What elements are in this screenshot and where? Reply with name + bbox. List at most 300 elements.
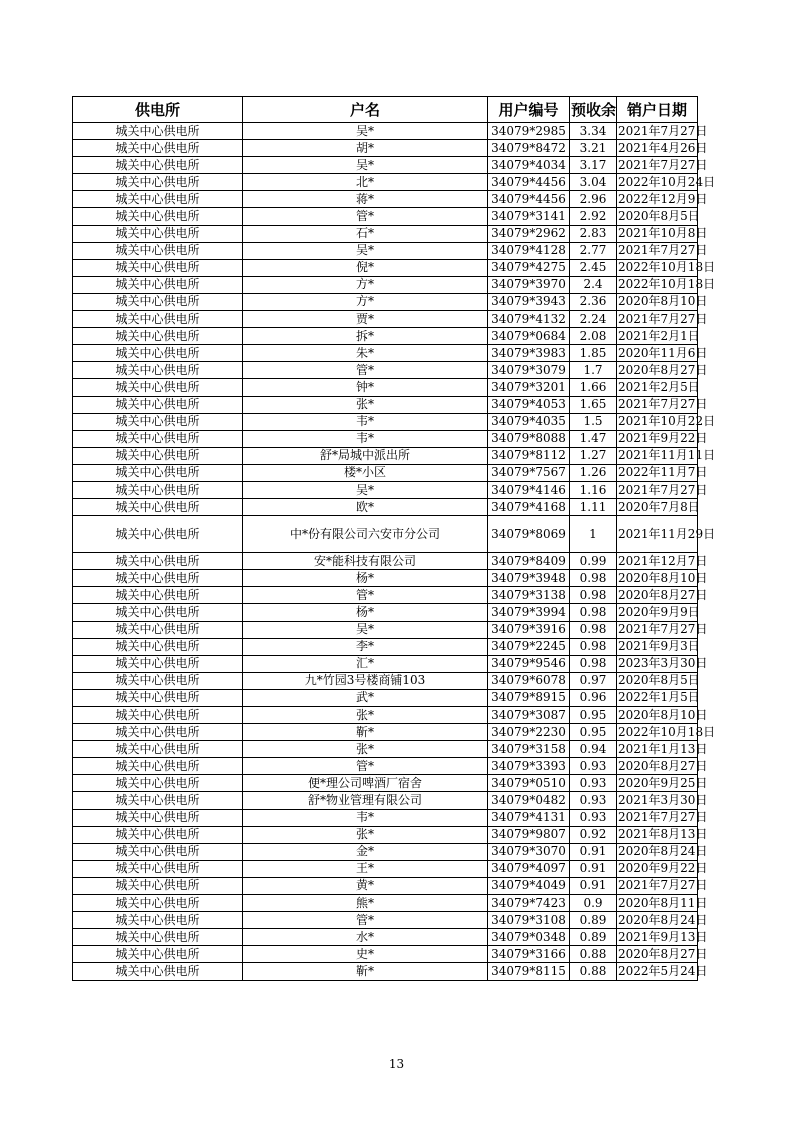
power-station-cell: 城关中心供电所: [73, 225, 243, 242]
prepaid-balance-cell: 2.45: [570, 259, 617, 276]
table-row: [73, 621, 698, 638]
table-row: [73, 191, 698, 208]
power-station-cell: 城关中心供电所: [73, 724, 243, 741]
power-station-cell: 城关中心供电所: [73, 929, 243, 946]
account-name-cell: 管*: [243, 758, 488, 775]
table-row: [73, 157, 698, 174]
table-row: [73, 792, 698, 809]
closing-date-cell: 2021年7月27日: [617, 311, 698, 328]
power-station-cell: 城关中心供电所: [73, 362, 243, 379]
power-station-cell: 城关中心供电所: [73, 208, 243, 225]
prepaid-balance-cell: 0.91: [570, 860, 617, 877]
account-name-cell: 张*: [243, 707, 488, 724]
account-name-cell: 李*: [243, 638, 488, 655]
power-station-cell: 城关中心供电所: [73, 587, 243, 604]
prepaid-balance-cell: 1.47: [570, 430, 617, 447]
power-station-cell: 城关中心供电所: [73, 672, 243, 689]
prepaid-balance-cell: 1.65: [570, 396, 617, 413]
power-station-cell: 城关中心供电所: [73, 328, 243, 345]
account-name-cell: 金*: [243, 843, 488, 860]
account-number-cell: 34079*4168: [488, 499, 570, 516]
account-number-cell: 34079*8915: [488, 689, 570, 706]
power-station-cell: 城关中心供电所: [73, 604, 243, 621]
prepaid-balance-cell: 2.92: [570, 208, 617, 225]
account-name-cell: 水*: [243, 929, 488, 946]
account-name-cell: 拆*: [243, 328, 488, 345]
table-row: [73, 809, 698, 826]
account-number-cell: 34079*8112: [488, 447, 570, 464]
closing-date-cell: 2022年10月18日: [617, 259, 698, 276]
account-name-cell: 便*理公司啤酒厂宿舍: [243, 775, 488, 792]
account-name-cell: 吴*: [243, 481, 488, 498]
account-number-cell: 34079*9807: [488, 826, 570, 843]
prepaid-balance-cell: 0.95: [570, 707, 617, 724]
account-name-cell: 史*: [243, 946, 488, 963]
prepaid-balance-cell: 0.98: [570, 587, 617, 604]
closing-date-cell: 2021年7月27日: [617, 877, 698, 894]
closing-date-cell: 2020年9月22日: [617, 860, 698, 877]
account-number-cell: 34079*3141: [488, 208, 570, 225]
account-name-cell: 熊*: [243, 895, 488, 912]
power-station-cell: 城关中心供电所: [73, 946, 243, 963]
power-station-cell: 城关中心供电所: [73, 481, 243, 498]
table-row: [73, 843, 698, 860]
account-number-cell: 34079*3158: [488, 741, 570, 758]
power-station-cell: 城关中心供电所: [73, 843, 243, 860]
header-prepaid-balance: 预收余: [570, 97, 617, 123]
prepaid-balance-cell: 2.36: [570, 293, 617, 310]
closing-date-cell: 2021年7月27日: [617, 157, 698, 174]
account-number-cell: 34079*0684: [488, 328, 570, 345]
power-station-cell: 城关中心供电所: [73, 396, 243, 413]
table-row: [73, 362, 698, 379]
prepaid-balance-cell: 1: [570, 516, 617, 553]
account-name-cell: 贾*: [243, 311, 488, 328]
closing-date-cell: 2020年8月10日: [617, 293, 698, 310]
account-number-cell: 34079*2230: [488, 724, 570, 741]
account-name-cell: 杨*: [243, 570, 488, 587]
closing-date-cell: 2022年10月18日: [617, 276, 698, 293]
prepaid-balance-cell: 2.96: [570, 191, 617, 208]
power-station-cell: 城关中心供电所: [73, 689, 243, 706]
power-station-cell: 城关中心供电所: [73, 860, 243, 877]
power-station-cell: 城关中心供电所: [73, 413, 243, 430]
account-number-cell: 34079*3970: [488, 276, 570, 293]
prepaid-balance-cell: 0.9: [570, 895, 617, 912]
account-name-cell: 吴*: [243, 242, 488, 259]
closing-date-cell: 2021年7月27日: [617, 621, 698, 638]
prepaid-balance-cell: 2.4: [570, 276, 617, 293]
account-number-cell: 34079*4034: [488, 157, 570, 174]
account-number-cell: 34079*3943: [488, 293, 570, 310]
closing-date-cell: 2022年1月5日: [617, 689, 698, 706]
prepaid-balance-cell: 0.93: [570, 792, 617, 809]
power-station-cell: 城关中心供电所: [73, 140, 243, 157]
table-row: [73, 877, 698, 894]
table-row: [73, 775, 698, 792]
account-name-cell: 韦*: [243, 430, 488, 447]
account-number-cell: 34079*0348: [488, 929, 570, 946]
closing-date-cell: 2021年11月29日: [617, 516, 698, 553]
account-number-cell: 34079*3087: [488, 707, 570, 724]
account-name-cell: 舒*物业管理有限公司: [243, 792, 488, 809]
closed-accounts-table: [72, 96, 716, 981]
closing-date-cell: 2021年2月5日: [617, 379, 698, 396]
account-name-cell: 舒*局城中派出所: [243, 447, 488, 464]
table-header-row: [73, 97, 698, 123]
power-station-cell: 城关中心供电所: [73, 499, 243, 516]
account-number-cell: 34079*4128: [488, 242, 570, 259]
closing-date-cell: 2021年12月7日: [617, 553, 698, 570]
closing-date-cell: 2023年3月30日: [617, 655, 698, 672]
account-name-cell: 张*: [243, 396, 488, 413]
account-number-cell: 34079*7567: [488, 464, 570, 481]
closing-date-cell: 2021年7月27日: [617, 809, 698, 826]
table-row: [73, 570, 698, 587]
table-row: [73, 758, 698, 775]
account-number-cell: 34079*4097: [488, 860, 570, 877]
account-number-cell: 34079*3166: [488, 946, 570, 963]
closing-date-cell: 2020年8月5日: [617, 672, 698, 689]
account-name-cell: 安*能科技有限公司: [243, 553, 488, 570]
prepaid-balance-cell: 0.96: [570, 689, 617, 706]
closing-date-cell: 2021年9月13日: [617, 929, 698, 946]
power-station-cell: 城关中心供电所: [73, 174, 243, 191]
power-station-cell: 城关中心供电所: [73, 447, 243, 464]
account-name-cell: 吴*: [243, 123, 488, 140]
prepaid-balance-cell: 0.99: [570, 553, 617, 570]
table-row: [73, 276, 698, 293]
account-number-cell: 34079*0482: [488, 792, 570, 809]
prepaid-balance-cell: 2.77: [570, 242, 617, 259]
power-station-cell: 城关中心供电所: [73, 293, 243, 310]
power-station-cell: 城关中心供电所: [73, 157, 243, 174]
closing-date-cell: 2020年8月27日: [617, 362, 698, 379]
prepaid-balance-cell: 0.93: [570, 758, 617, 775]
prepaid-balance-cell: 0.93: [570, 775, 617, 792]
closing-date-cell: 2020年7月8日: [617, 499, 698, 516]
account-number-cell: 34079*8472: [488, 140, 570, 157]
table-row: [73, 741, 698, 758]
account-number-cell: 34079*3108: [488, 912, 570, 929]
prepaid-balance-cell: 0.95: [570, 724, 617, 741]
table-row: [73, 208, 698, 225]
account-number-cell: 34079*3994: [488, 604, 570, 621]
power-station-cell: 城关中心供电所: [73, 826, 243, 843]
closing-date-cell: 2021年8月13日: [617, 826, 698, 843]
closing-date-cell: 2022年5月24日: [617, 963, 698, 980]
account-name-cell: 北*: [243, 174, 488, 191]
table-row: [73, 724, 698, 741]
account-number-cell: 34079*4035: [488, 413, 570, 430]
closing-date-cell: 2020年8月5日: [617, 208, 698, 225]
power-station-cell: 城关中心供电所: [73, 912, 243, 929]
account-name-cell: 韦*: [243, 809, 488, 826]
account-name-cell: 吴*: [243, 157, 488, 174]
account-number-cell: 34079*4049: [488, 877, 570, 894]
account-number-cell: 34079*4146: [488, 481, 570, 498]
account-number-cell: 34079*4456: [488, 191, 570, 208]
closing-date-cell: 2021年10月8日: [617, 225, 698, 242]
prepaid-balance-cell: 0.94: [570, 741, 617, 758]
header-account-number: 用户编号: [488, 97, 570, 123]
account-number-cell: 34079*3138: [488, 587, 570, 604]
power-station-cell: 城关中心供电所: [73, 345, 243, 362]
closing-date-cell: 2020年9月9日: [617, 604, 698, 621]
power-station-cell: 城关中心供电所: [73, 621, 243, 638]
table-row: [73, 499, 698, 516]
prepaid-balance-cell: 1.5: [570, 413, 617, 430]
power-station-cell: 城关中心供电所: [73, 895, 243, 912]
account-number-cell: 34079*4275: [488, 259, 570, 276]
table-row: [73, 604, 698, 621]
table-row: [73, 553, 698, 570]
prepaid-balance-cell: 2.24: [570, 311, 617, 328]
prepaid-balance-cell: 1.85: [570, 345, 617, 362]
prepaid-balance-cell: 0.97: [570, 672, 617, 689]
table-row: [73, 963, 698, 980]
table-row: [73, 672, 698, 689]
power-station-cell: 城关中心供电所: [73, 242, 243, 259]
account-name-cell: 方*: [243, 293, 488, 310]
table-body: [73, 123, 716, 981]
account-name-cell: 楼*小区: [243, 464, 488, 481]
table-row: [73, 259, 698, 276]
prepaid-balance-cell: 0.98: [570, 570, 617, 587]
closing-date-cell: 2021年7月27日: [617, 123, 698, 140]
table-row: [73, 328, 698, 345]
account-name-cell: 石*: [243, 225, 488, 242]
closing-date-cell: 2020年8月24日: [617, 912, 698, 929]
power-station-cell: 城关中心供电所: [73, 707, 243, 724]
account-name-cell: 胡*: [243, 140, 488, 157]
account-name-cell: 武*: [243, 689, 488, 706]
prepaid-balance-cell: 0.89: [570, 912, 617, 929]
prepaid-balance-cell: 3.17: [570, 157, 617, 174]
account-number-cell: 34079*4131: [488, 809, 570, 826]
prepaid-balance-cell: 3.34: [570, 123, 617, 140]
account-number-cell: 34079*3916: [488, 621, 570, 638]
closing-date-cell: 2021年2月1日: [617, 328, 698, 345]
account-name-cell: 吴*: [243, 621, 488, 638]
table-row: [73, 413, 698, 430]
table-row: [73, 638, 698, 655]
table-row: [73, 379, 698, 396]
prepaid-balance-cell: 0.98: [570, 621, 617, 638]
power-station-cell: 城关中心供电所: [73, 792, 243, 809]
closing-date-cell: 2022年10月18日: [617, 724, 698, 741]
header-power-station: 供电所: [73, 97, 243, 123]
account-name-cell: 九*竹园3号楼商铺103: [243, 672, 488, 689]
table-row: [73, 447, 698, 464]
prepaid-balance-cell: 0.91: [570, 843, 617, 860]
account-number-cell: 34079*9546: [488, 655, 570, 672]
account-number-cell: 34079*0510: [488, 775, 570, 792]
closing-date-cell: 2021年4月26日: [617, 140, 698, 157]
account-name-cell: 韦*: [243, 413, 488, 430]
prepaid-balance-cell: 0.98: [570, 604, 617, 621]
closing-date-cell: 2022年10月24日: [617, 174, 698, 191]
account-number-cell: 34079*2245: [488, 638, 570, 655]
prepaid-balance-cell: 1.27: [570, 447, 617, 464]
account-number-cell: 34079*2985: [488, 123, 570, 140]
account-name-cell: 黄*: [243, 877, 488, 894]
account-name-cell: 杨*: [243, 604, 488, 621]
table-row: [73, 242, 698, 259]
account-number-cell: 34079*6078: [488, 672, 570, 689]
closing-date-cell: 2021年9月22日: [617, 430, 698, 447]
account-number-cell: 34079*4456: [488, 174, 570, 191]
closing-date-cell: 2021年10月22日: [617, 413, 698, 430]
table-row: [73, 587, 698, 604]
account-name-cell: 管*: [243, 362, 488, 379]
account-number-cell: 34079*3070: [488, 843, 570, 860]
header-closing-date: 销户日期: [617, 97, 698, 123]
account-name-cell: 管*: [243, 912, 488, 929]
prepaid-balance-cell: 1.7: [570, 362, 617, 379]
table-row: [73, 430, 698, 447]
power-station-cell: 城关中心供电所: [73, 123, 243, 140]
header-account-name: 户名: [243, 97, 488, 123]
prepaid-balance-cell: 0.92: [570, 826, 617, 843]
power-station-cell: 城关中心供电所: [73, 430, 243, 447]
account-name-cell: 靳*: [243, 963, 488, 980]
power-station-cell: 城关中心供电所: [73, 809, 243, 826]
account-number-cell: 34079*8069: [488, 516, 570, 553]
account-number-cell: 34079*3079: [488, 362, 570, 379]
table-row: [73, 345, 698, 362]
table-row: [73, 174, 698, 191]
prepaid-balance-cell: 0.91: [570, 877, 617, 894]
account-name-cell: 中*份有限公司六安市分公司: [243, 516, 488, 553]
account-name-cell: 汇*: [243, 655, 488, 672]
page-number: 13: [388, 1057, 405, 1071]
account-number-cell: 34079*8115: [488, 963, 570, 980]
account-number-cell: 34079*7423: [488, 895, 570, 912]
account-number-cell: 34079*2962: [488, 225, 570, 242]
prepaid-balance-cell: 0.88: [570, 963, 617, 980]
account-number-cell: 34079*3983: [488, 345, 570, 362]
prepaid-balance-cell: 3.04: [570, 174, 617, 191]
closing-date-cell: 2022年12月9日: [617, 191, 698, 208]
table-row: [73, 689, 698, 706]
account-name-cell: 管*: [243, 587, 488, 604]
prepaid-balance-cell: 1.26: [570, 464, 617, 481]
power-station-cell: 城关中心供电所: [73, 741, 243, 758]
prepaid-balance-cell: 0.93: [570, 809, 617, 826]
account-name-cell: 方*: [243, 276, 488, 293]
prepaid-balance-cell: 2.08: [570, 328, 617, 345]
account-number-cell: 34079*3393: [488, 758, 570, 775]
power-station-cell: 城关中心供电所: [73, 259, 243, 276]
closing-date-cell: 2020年8月27日: [617, 587, 698, 604]
closing-date-cell: 2020年8月27日: [617, 758, 698, 775]
table-row: [73, 140, 698, 157]
prepaid-balance-cell: 1.11: [570, 499, 617, 516]
table-row: [73, 311, 698, 328]
closing-date-cell: 2020年9月25日: [617, 775, 698, 792]
closing-date-cell: 2021年3月30日: [617, 792, 698, 809]
closing-date-cell: 2020年11月6日: [617, 345, 698, 362]
account-name-cell: 朱*: [243, 345, 488, 362]
closing-date-cell: 2021年1月13日: [617, 741, 698, 758]
table-row: [73, 929, 698, 946]
account-number-cell: 34079*8088: [488, 430, 570, 447]
account-name-cell: 蒋*: [243, 191, 488, 208]
account-number-cell: 34079*4132: [488, 311, 570, 328]
closing-date-cell: 2022年11月7日: [617, 464, 698, 481]
table-row: [73, 293, 698, 310]
power-station-cell: 城关中心供电所: [73, 379, 243, 396]
power-station-cell: 城关中心供电所: [73, 570, 243, 587]
closing-date-cell: 2021年7月27日: [617, 242, 698, 259]
prepaid-balance-cell: 3.21: [570, 140, 617, 157]
table-row: [73, 481, 698, 498]
closing-date-cell: 2020年8月10日: [617, 707, 698, 724]
account-name-cell: 张*: [243, 826, 488, 843]
power-station-cell: 城关中心供电所: [73, 276, 243, 293]
table-row: [73, 946, 698, 963]
power-station-cell: 城关中心供电所: [73, 655, 243, 672]
table-row: [73, 225, 698, 242]
account-number-cell: 34079*3201: [488, 379, 570, 396]
power-station-cell: 城关中心供电所: [73, 775, 243, 792]
closing-date-cell: 2020年8月11日: [617, 895, 698, 912]
prepaid-balance-cell: 1.66: [570, 379, 617, 396]
account-name-cell: 王*: [243, 860, 488, 877]
closing-date-cell: 2020年8月24日: [617, 843, 698, 860]
closing-date-cell: 2021年9月3日: [617, 638, 698, 655]
table-row: [73, 396, 698, 413]
account-name-cell: 管*: [243, 208, 488, 225]
power-station-cell: 城关中心供电所: [73, 963, 243, 980]
prepaid-balance-cell: 0.98: [570, 638, 617, 655]
closing-date-cell: 2020年8月10日: [617, 570, 698, 587]
closing-date-cell: 2021年7月27日: [617, 396, 698, 413]
power-station-cell: 城关中心供电所: [73, 553, 243, 570]
table-row: [73, 826, 698, 843]
prepaid-balance-cell: 0.89: [570, 929, 617, 946]
table-row: [73, 655, 698, 672]
closing-date-cell: 2021年11月11日: [617, 447, 698, 464]
power-station-cell: 城关中心供电所: [73, 877, 243, 894]
power-station-cell: 城关中心供电所: [73, 464, 243, 481]
table-row: [73, 707, 698, 724]
power-station-cell: 城关中心供电所: [73, 191, 243, 208]
power-station-cell: 城关中心供电所: [73, 311, 243, 328]
prepaid-balance-cell: 0.88: [570, 946, 617, 963]
table-row: [73, 860, 698, 877]
account-name-cell: 倪*: [243, 259, 488, 276]
prepaid-balance-cell: 2.83: [570, 225, 617, 242]
account-name-cell: 张*: [243, 741, 488, 758]
prepaid-balance-cell: 1.16: [570, 481, 617, 498]
account-name-cell: 靳*: [243, 724, 488, 741]
table-row: [73, 912, 698, 929]
account-name-cell: 钟*: [243, 379, 488, 396]
account-number-cell: 34079*4053: [488, 396, 570, 413]
prepaid-balance-cell: 0.98: [570, 655, 617, 672]
power-station-cell: 城关中心供电所: [73, 758, 243, 775]
table-row: [73, 516, 698, 553]
power-station-cell: 城关中心供电所: [73, 516, 243, 553]
table-row: [73, 895, 698, 912]
closing-date-cell: 2021年7月27日: [617, 481, 698, 498]
power-station-cell: 城关中心供电所: [73, 638, 243, 655]
table-row: [73, 464, 698, 481]
table-row: [73, 123, 698, 140]
closing-date-cell: 2020年8月27日: [617, 946, 698, 963]
